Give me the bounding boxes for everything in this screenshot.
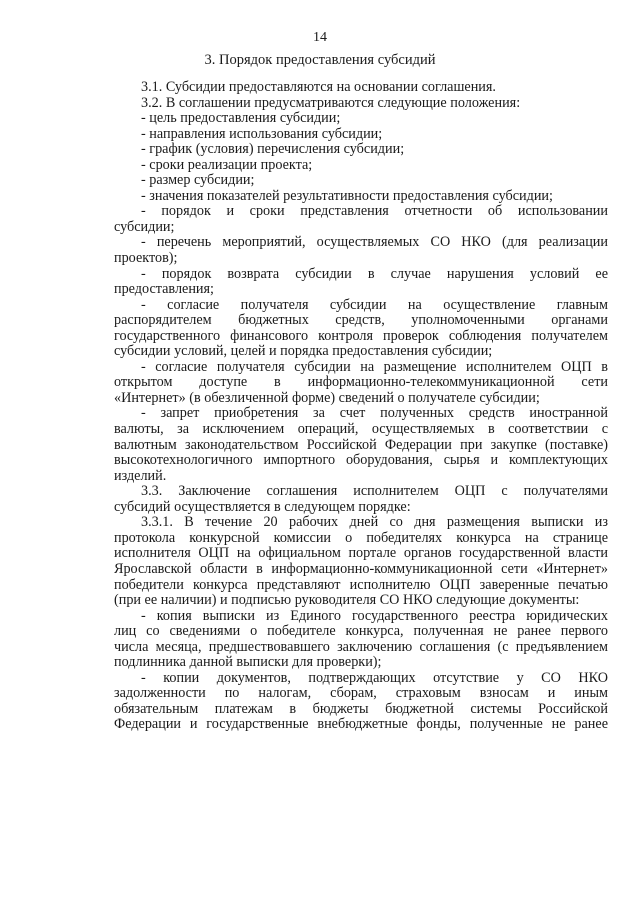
text-line: - перечень мероприятий, осуществляемых СО НКО (для реализации <box>141 234 608 251</box>
text-line: открытом доступе в информационно-телекоммуникационной сети <box>114 374 608 391</box>
text-line: 3.1. Субсидии предоставляются на основании соглашения. <box>141 79 496 95</box>
text-line: государственного финансового контроля проверок соблюдения получателем <box>114 327 608 344</box>
text-line: - график (условия) перечисления субсидии; <box>141 141 405 158</box>
text-line: - размер субсидии; <box>141 172 255 189</box>
paragraph <box>114 142 608 158</box>
text-line: числа месяца, предшествовавшего заключению соглашения (с предъявлением <box>114 638 608 655</box>
text-line: валютным законодательством Российской Федерации при закупке (поставке) <box>114 436 608 453</box>
text-line: - направления использования субсидии; <box>141 125 383 142</box>
paragraph <box>114 173 608 189</box>
paragraph <box>114 609 608 671</box>
text-line: Федерации и государственные внебюджетные фонды, полученные не ранее <box>114 716 608 733</box>
text-line: - копии документов, подтверждающих отсутствие у СО НКО <box>141 669 608 686</box>
text-line: изделий. <box>114 467 167 484</box>
paragraph <box>114 96 608 112</box>
text-line: субсидий осуществляется в следующем порядке: <box>114 498 411 515</box>
paragraph <box>114 204 608 235</box>
text-line: исполнителя ОЦП на официальном портале органов государственной власти <box>114 545 608 562</box>
paragraph <box>114 406 608 484</box>
text-line: 3.2. В соглашении предусматриваются следующие положения: <box>141 94 521 111</box>
text-line: распорядителем бюджетных средств, уполномоченными органами <box>114 312 608 329</box>
paragraph <box>114 298 608 360</box>
text-line: 3.3. Заключение соглашения исполнителем ОЦП с получателями <box>141 483 608 500</box>
paragraph <box>114 267 608 298</box>
paragraph <box>114 671 608 733</box>
section-title: 3. Порядок предоставления субсидий <box>204 52 436 68</box>
text-line: Ярославской области в информационно-коммуникационной сети «Интернет» <box>114 560 608 577</box>
text-line: субсидии условий, целей и порядка предоставления субсидии; <box>114 343 493 360</box>
text-line: (при ее наличии) и подписью руководителя СО НКО следующие документы: <box>114 592 580 609</box>
text-line: - согласие получателя субсидии на размещение исполнителем ОЦП в <box>141 358 608 375</box>
text-line: лиц со сведениями о победителе конкурса, полученная не ранее первого <box>114 623 608 640</box>
text-line: высокотехнологичного импортного оборудования, сырья и комплектующих <box>114 452 608 469</box>
text-line: - цель предоставления субсидии; <box>141 110 341 127</box>
paragraph <box>114 235 608 266</box>
paragraph <box>114 127 608 143</box>
text-line: задолженности по налогам, сборам, страховым взносам и иным <box>114 685 608 702</box>
paragraph <box>114 484 608 515</box>
text-line: протокола конкурсной комиссии о победителях конкурса на странице <box>114 529 608 546</box>
text-line: валюты, за исключением операций, осуществляемых в соответствии с <box>114 421 608 438</box>
text-line: субсидии; <box>114 218 175 235</box>
text-line: проектов); <box>114 250 178 267</box>
text-line: 3.3.1. В течение 20 рабочих дней со дня размещения выписки из <box>141 514 608 531</box>
paragraph <box>114 189 608 205</box>
text-line: подлинника данной выписки для проверки); <box>114 654 382 671</box>
text-line: - значения показателей результативности предоставления субсидии; <box>141 187 553 204</box>
text-line: предоставления; <box>114 281 214 298</box>
paragraph <box>114 111 608 127</box>
paragraph <box>114 80 608 96</box>
text-line: - сроки реализации проекта; <box>141 156 313 173</box>
text-line: «Интернет» (в обезличенной форме) сведений о получателе субсидии; <box>114 389 540 406</box>
paragraph <box>114 360 608 407</box>
text-line: - согласие получателя субсидии на осуществление главным <box>141 296 608 313</box>
paragraph <box>114 158 608 174</box>
text-line: - порядок возврата субсидии в случае нарушения условий ее <box>141 265 608 282</box>
document-body <box>114 80 608 733</box>
text-line: - запрет приобретения за счет полученных средств иностранной <box>141 405 608 422</box>
text-line: обязательным платежам в бюджеты бюджетной системы Российской <box>114 700 608 717</box>
page-number: 14 <box>313 30 327 45</box>
text-line: - порядок и сроки представления отчетности об использовании <box>141 203 608 220</box>
text-line: - копия выписки из Единого государственного реестра юридических <box>141 607 608 624</box>
text-line: победители конкурса представляют исполнителю ОЦП заверенные печатью <box>114 576 608 593</box>
paragraph <box>114 515 608 608</box>
